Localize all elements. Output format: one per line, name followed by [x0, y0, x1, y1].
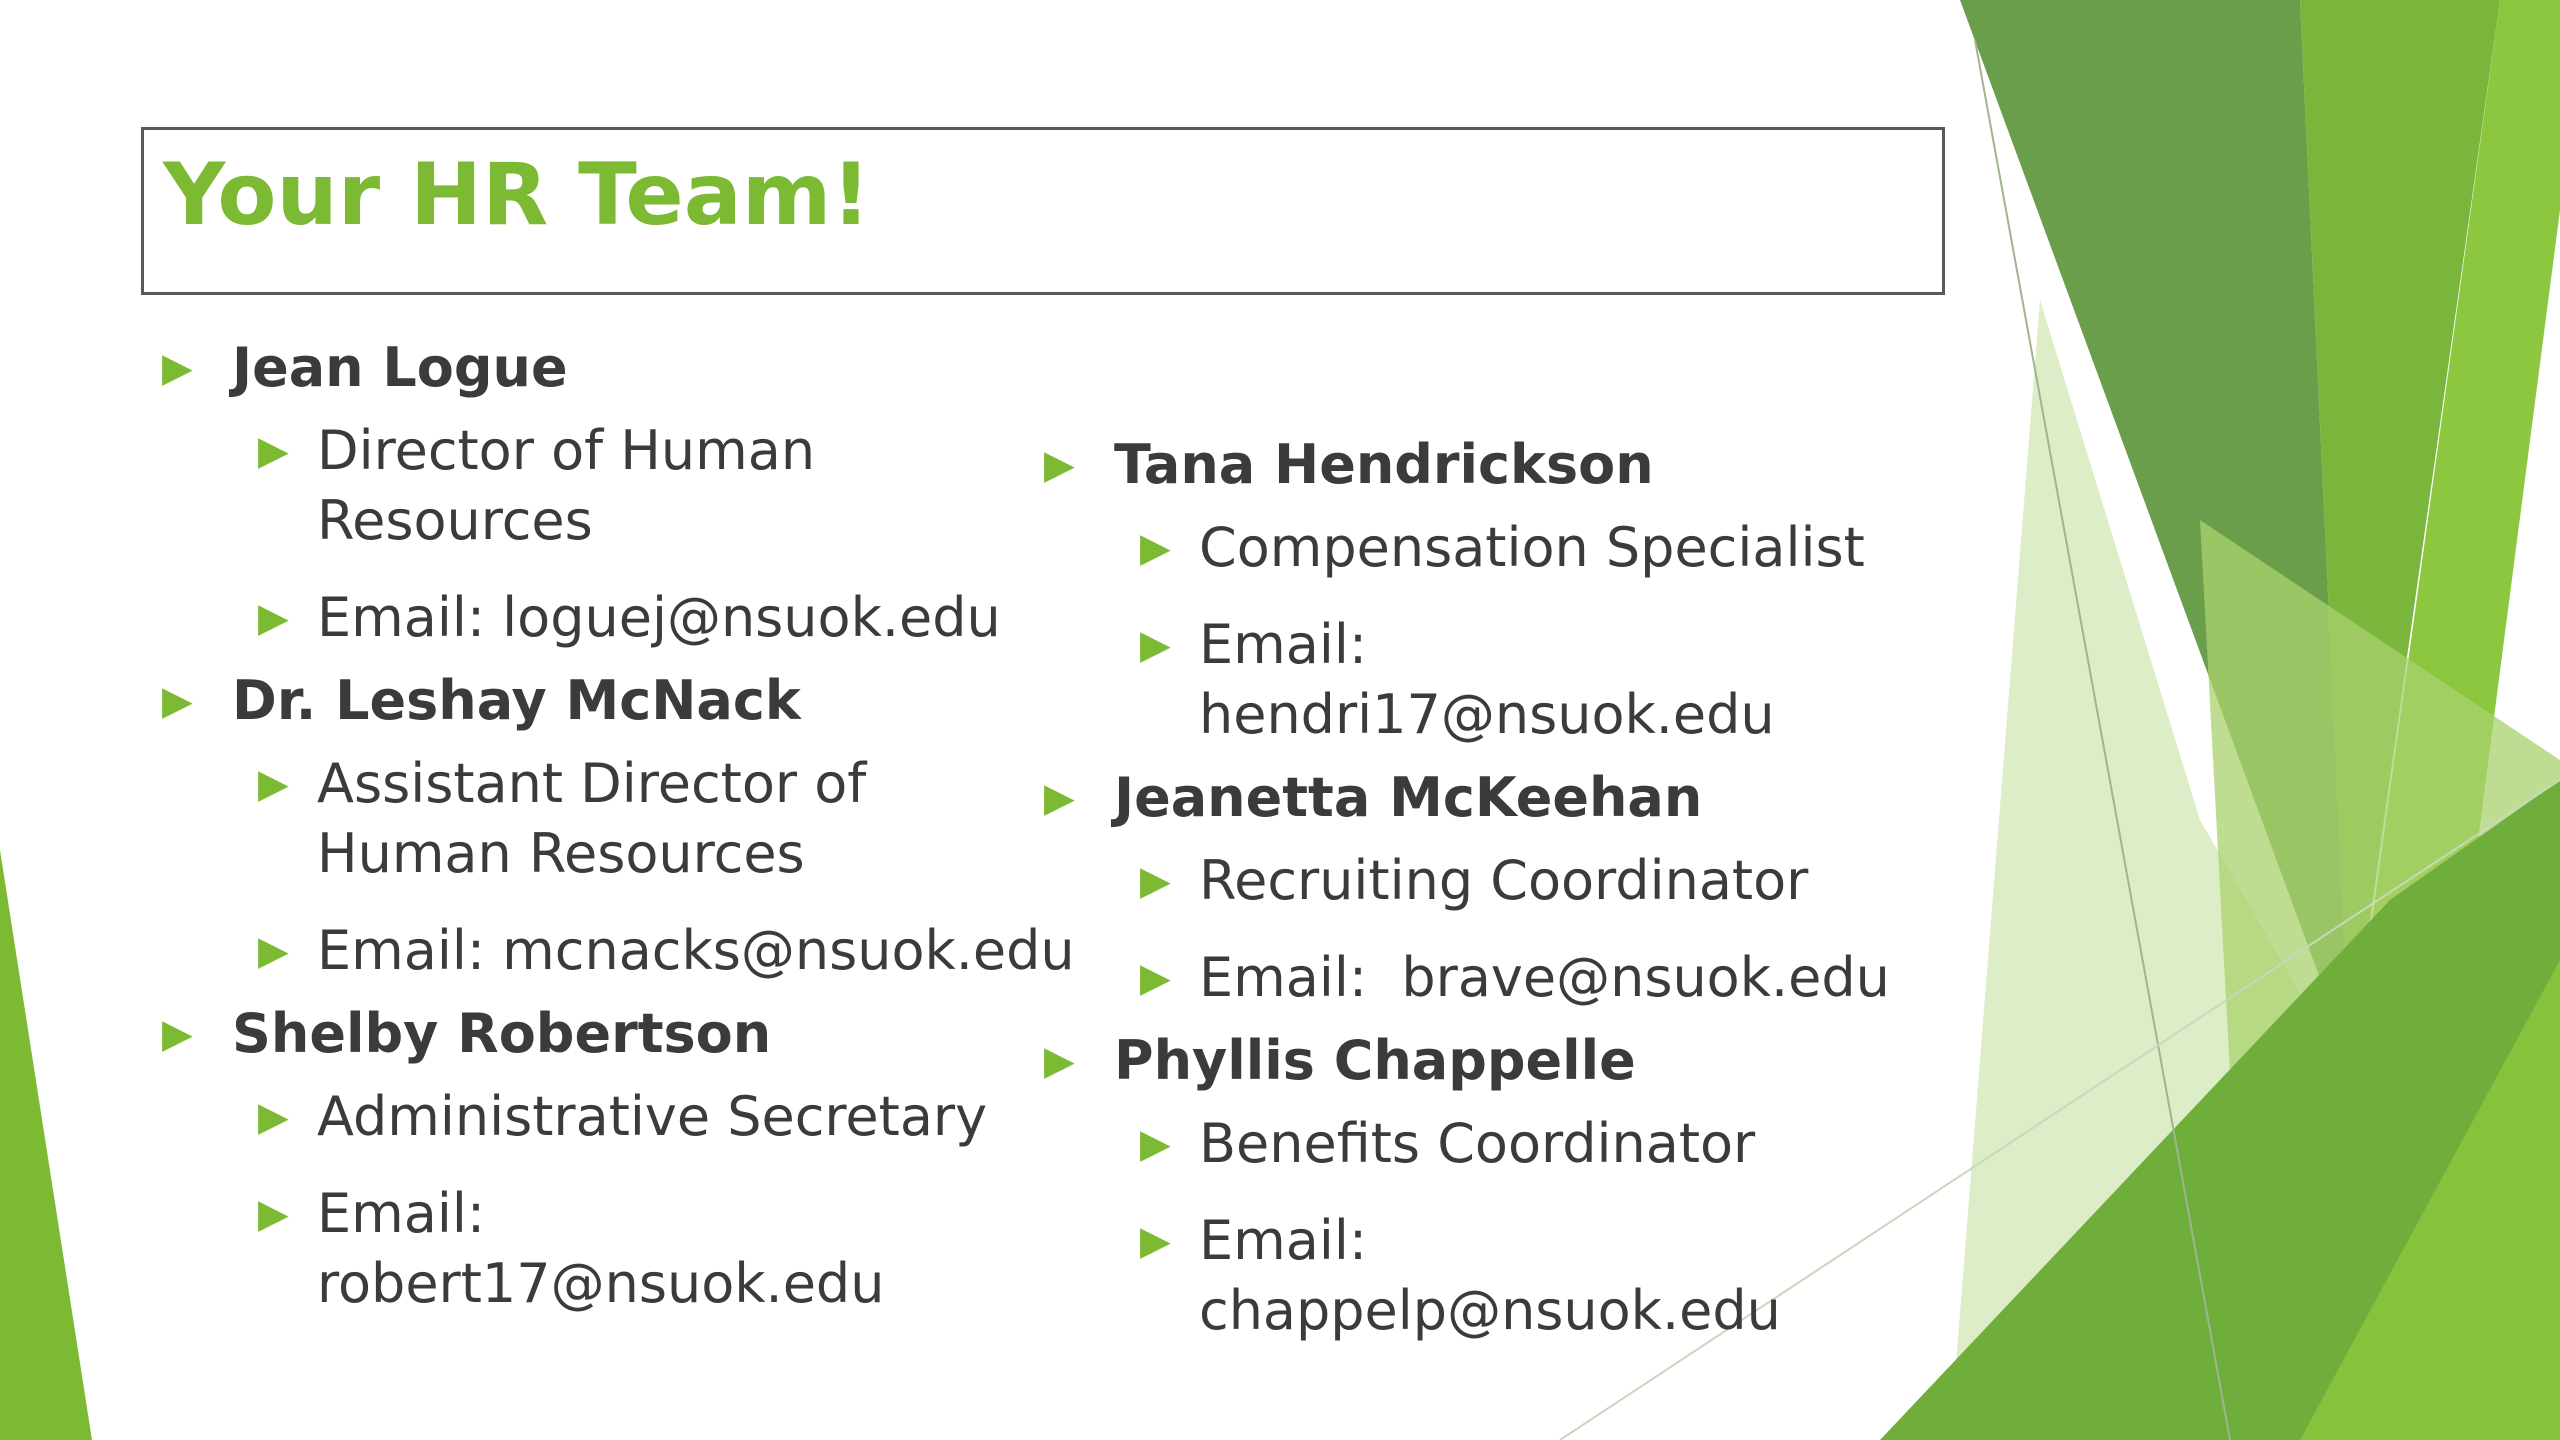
title-box — [141, 127, 1945, 295]
person-name-item — [162, 320, 1042, 416]
left-column — [162, 320, 1075, 1319]
person-tana-hendrickson — [1044, 417, 1924, 750]
bullet-triangle-icon: ▶ — [1044, 775, 1075, 821]
bullet-triangle-icon: ▶ — [1044, 442, 1075, 488]
role-line: Benefits Coordinator — [1199, 1112, 1756, 1175]
role-item — [1044, 1109, 1924, 1179]
email-line: chappelp@nsuok.edu — [1199, 1279, 1781, 1342]
person-leshay-mcnack — [162, 653, 1075, 986]
email-line: Email: — [1199, 1209, 1368, 1272]
email-line: Email: loguej@nsuok.edu — [317, 586, 1001, 649]
email-line: Email: — [317, 1182, 486, 1245]
bullet-triangle-icon: ▶ — [1140, 525, 1171, 571]
bullet-triangle-icon: ▶ — [1140, 1121, 1171, 1167]
email-item — [1044, 610, 1924, 750]
bullet-triangle-icon: ▶ — [258, 1094, 289, 1140]
person-name-item — [1044, 750, 1924, 846]
person-name: Jean Logue — [232, 336, 568, 399]
person-jeanetta-mckeehan — [1044, 750, 1924, 1013]
email-line: robert17@nsuok.edu — [317, 1252, 885, 1315]
bullet-triangle-icon: ▶ — [258, 928, 289, 974]
email-item — [1044, 943, 1924, 1013]
email-line: hendri17@nsuok.edu — [1199, 683, 1775, 746]
person-name: Dr. Leshay McNack — [232, 669, 801, 732]
email-item — [162, 916, 1075, 986]
bullet-triangle-icon: ▶ — [258, 428, 289, 474]
bullet-triangle-icon: ▶ — [258, 595, 289, 641]
role-line: Resources — [317, 489, 593, 552]
person-phyllis-chappelle — [1044, 1013, 1924, 1346]
role-item — [1044, 846, 1924, 916]
email-item — [162, 583, 1042, 653]
bullet-triangle-icon: ▶ — [258, 761, 289, 807]
email-line: Email: — [1199, 613, 1368, 676]
bullet-triangle-icon: ▶ — [1140, 1218, 1171, 1264]
email-item — [1044, 1206, 1924, 1346]
role-line: Recruiting Coordinator — [1199, 849, 1809, 912]
person-jean-logue — [162, 320, 1042, 653]
right-column — [1044, 417, 1924, 1346]
person-name: Shelby Robertson — [232, 1002, 772, 1065]
role-line: Director of Human — [317, 419, 816, 482]
bullet-triangle-icon: ▶ — [1140, 622, 1171, 668]
role-item — [1044, 513, 1924, 583]
person-name-item — [162, 986, 1042, 1082]
person-name-item — [1044, 417, 1924, 513]
email-line: Email: mcnacks@nsuok.edu — [317, 919, 1075, 982]
bullet-triangle-icon: ▶ — [1140, 955, 1171, 1001]
person-shelby-robertson — [162, 986, 1042, 1319]
email-item — [162, 1179, 1042, 1319]
bullet-triangle-icon: ▶ — [162, 1011, 193, 1057]
role-line: Assistant Director of — [317, 752, 867, 815]
bullet-triangle-icon: ▶ — [162, 345, 193, 391]
role-line: Administrative Secretary — [317, 1085, 988, 1148]
left-green-shard — [0, 850, 92, 1440]
bullet-triangle-icon: ▶ — [1044, 1038, 1075, 1084]
person-name: Phyllis Chappelle — [1114, 1029, 1636, 1092]
role-item — [162, 749, 1042, 889]
role-item — [162, 1082, 1042, 1152]
slide-title: Your HR Team! — [163, 145, 871, 245]
person-name-item — [162, 653, 1042, 749]
email-line: Email: brave@nsuok.edu — [1199, 946, 1890, 1009]
role-line: Compensation Specialist — [1199, 516, 1865, 579]
bullet-triangle-icon: ▶ — [162, 678, 193, 724]
bullet-triangle-icon: ▶ — [258, 1191, 289, 1237]
person-name: Jeanetta McKeehan — [1114, 766, 1703, 829]
person-name-item — [1044, 1013, 1924, 1109]
person-name: Tana Hendrickson — [1114, 433, 1654, 496]
bullet-triangle-icon: ▶ — [1140, 858, 1171, 904]
role-item — [162, 416, 1042, 556]
role-line: Human Resources — [317, 822, 805, 885]
